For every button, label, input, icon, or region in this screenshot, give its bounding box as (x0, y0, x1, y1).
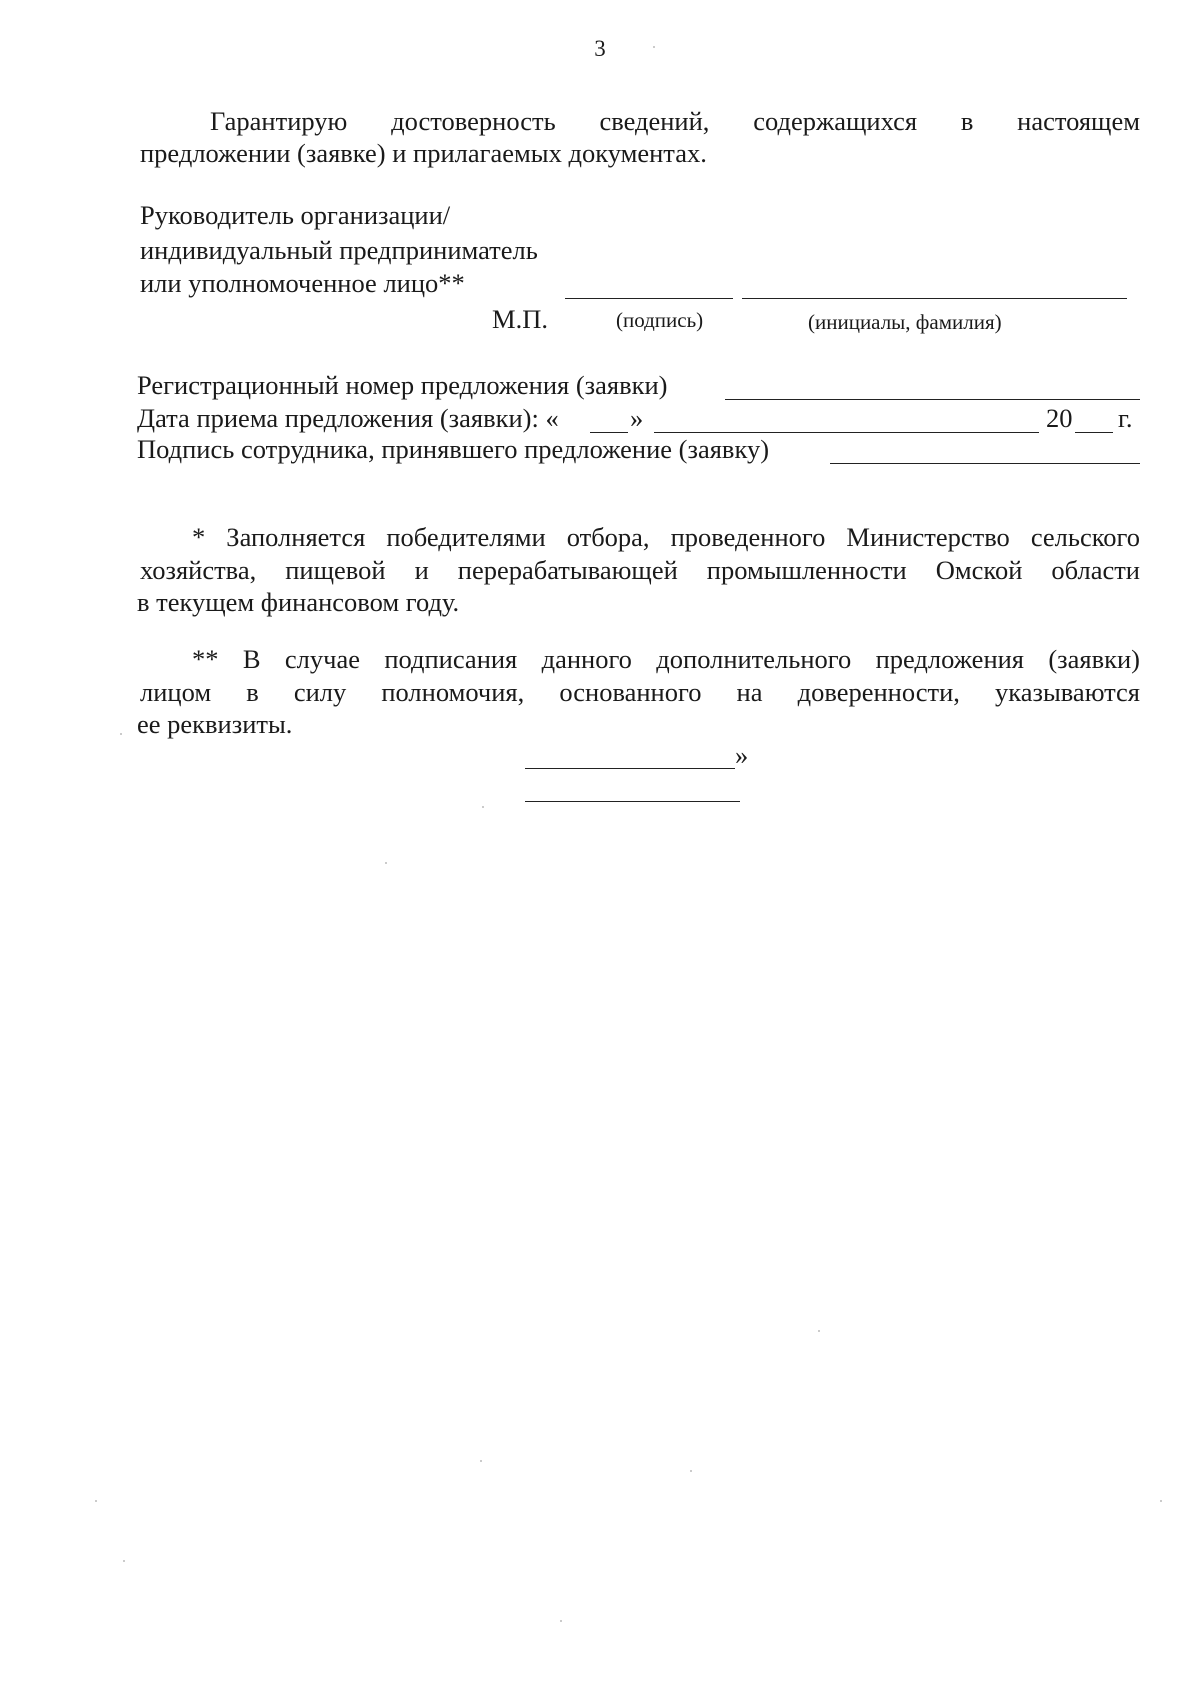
note1-line-2: хозяйства, пищевой и перерабатывающей промышленности Омской области (140, 555, 1140, 585)
note2-line-1: ** В случае подписания данного дополнительного предложения (заявки) (192, 644, 1140, 674)
scan-speck (653, 46, 655, 48)
employee-signature-label: Подпись сотрудника, принявшего предложение (заявку) (137, 434, 770, 464)
name-caption: (инициалы, фамилия) (808, 310, 1002, 334)
page-number: 3 (594, 36, 606, 61)
closing-line-2 (525, 801, 740, 802)
note1-line-3: в текущем финансовом году. (137, 587, 460, 617)
signatory-line-2: индивидуальный предприниматель (140, 235, 538, 265)
date-label: Дата приема предложения (заявки): « (137, 403, 559, 433)
year-line (1075, 432, 1113, 433)
date-day-line (590, 432, 628, 433)
date-month-line (654, 432, 1039, 433)
scan-speck (818, 1330, 820, 1332)
signatory-line-1: Руководитель организации/ (140, 200, 451, 230)
signatory-line-3: или уполномоченное лицо** (140, 268, 465, 298)
guarantee-line-2: предложении (заявке) и прилагаемых документах. (140, 138, 707, 168)
closing-line-1 (525, 768, 735, 769)
reg-number-line (725, 399, 1140, 400)
signature-line (565, 298, 733, 299)
scan-speck (690, 1470, 692, 1472)
year-suffix: г. (1118, 403, 1133, 433)
guarantee-line-1: Гарантирую достоверность сведений, содержащихся в настоящем (210, 106, 1140, 136)
scan-speck (1160, 1500, 1162, 1502)
stamp-label: М.П. (492, 304, 548, 334)
note2-line-3: ее реквизиты. (137, 709, 293, 739)
date-close-quote: » (630, 403, 644, 433)
name-line (742, 298, 1127, 299)
employee-signature-line (830, 463, 1140, 464)
scan-speck (95, 1500, 97, 1502)
closing-quote: » (735, 740, 749, 770)
year-prefix: 20 (1046, 403, 1073, 433)
note1-line-1: * Заполняется победителями отбора, проведенного Министерство сельского (192, 522, 1140, 552)
reg-number-label: Регистрационный номер предложения (заявки) (137, 370, 668, 400)
scan-speck (480, 1460, 482, 1462)
scan-speck (560, 1620, 562, 1622)
scan-speck (482, 806, 484, 808)
scan-speck (120, 733, 122, 735)
note2-line-2: лицом в силу полномочия, основанного на доверенности, указываются (140, 677, 1140, 707)
scan-speck (123, 1560, 125, 1562)
scan-speck (385, 862, 387, 864)
signature-caption: (подпись) (616, 308, 704, 332)
